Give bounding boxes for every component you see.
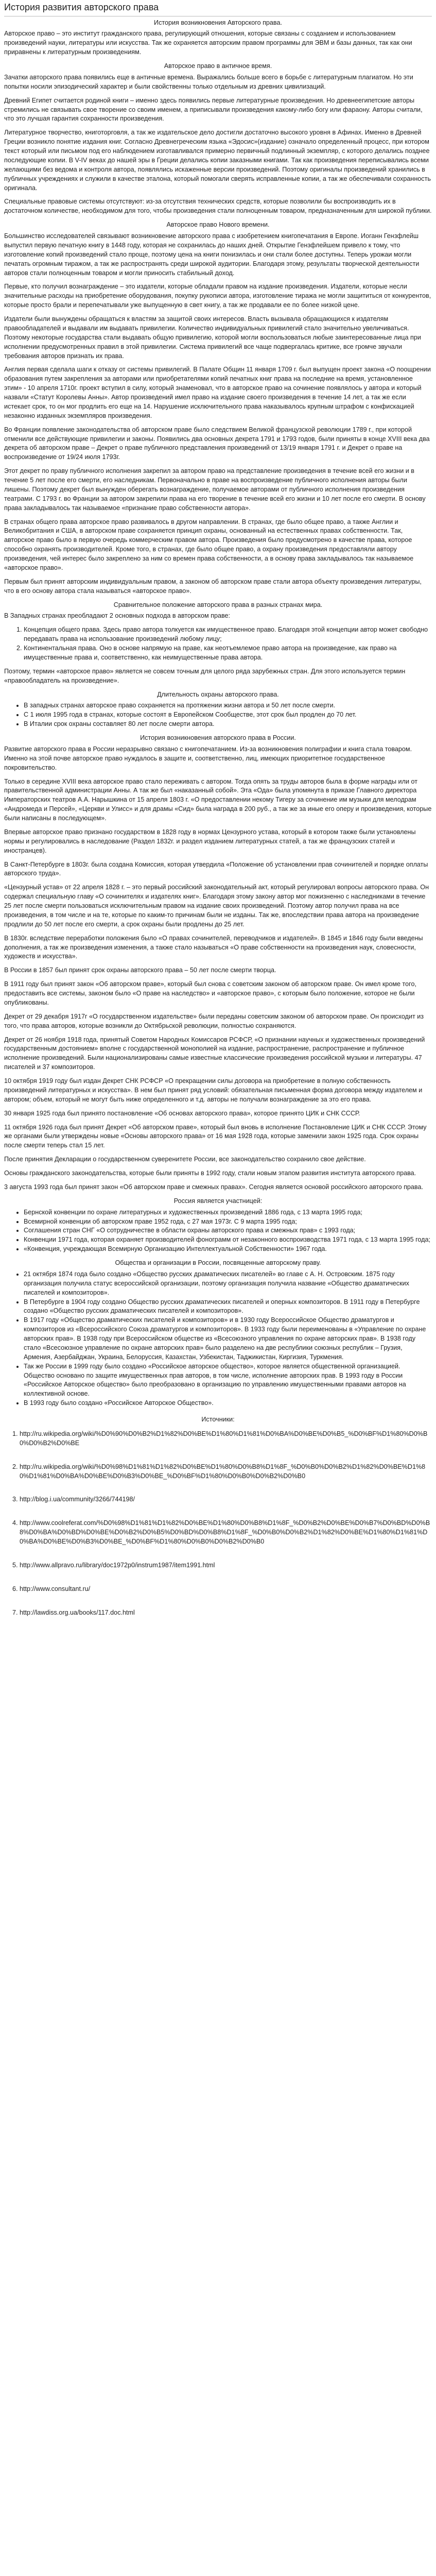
- list-item: • Бернской конвенции по охране литературных и художественных произведений 1886 года, с 13 марта 1995 года;: [24, 1208, 432, 1217]
- paragraph: 30 января 1925 года был принято постановление «Об основах авторского права», которое принято ЦИК и СНК СССР.: [4, 1109, 360, 1117]
- source-link[interactable]: http://www.allpravo.ru/library/doc1972p0/instrum1987/item1991.html: [20, 1561, 215, 1569]
- sources-heading: Источники:: [201, 1416, 235, 1423]
- paragraph: В странах общего права авторское право развивалось в другом направлении. В странах, где было общее право, а также Англии и Великобритания и США, в авторском праве сохраняется принцип охраны, основанный на естественных правах собственности. Так, авторское право было в первую очередь коммерческим правом автора. Произведения было предусмотрено в качестве права, которое способно охранять производителей. Кроме того, в странах, где было общее право, а охрану произведения предоставляли автору произведения, чей интерес было закреплено за ним со времен права собственности, а в основу права закладывалось так называемое «авторское право».: [4, 518, 414, 571]
- section-heading: Общества и организации в России, посвященные авторскому праву.: [115, 1259, 321, 1267]
- list-item: • В Италии срок охраны составляет 80 лет после смерти автора.: [24, 720, 432, 729]
- section-heading: Авторское право в античное время.: [164, 62, 272, 70]
- list-item: • Так же России в 1999 году было создано «Российское авторское общество», которое является общественной организацией. Общество основано по защите имущественных прав авторов, в том числе, исполнение авторских прав. В 1993 году в России «Российское Авторское общество» было преобразовано в организацию по управлению имущественными правами авторов на коллективной основе.: [24, 1362, 432, 1399]
- list-item: • В 1917 году «Общество драматических писателей и композиторов» и в 1930 году Всероссийское Общество драматургов и композиторов из «Всероссийского Союза драматургов и композиторов». В 1933 году были переименованы в «Управление по охране авторских прав». В 1938 году при Всероссийском обществе из «Всесоюзного управления по охране авторских прав». В 1938 году стало «Всесоюзное управление по охране авторских прав» было разделено на две республики союзных республик – Грузия, Армения, Азербайджан, Украина, Белоруссия, Казахстан, Узбекистан, Таджикистан, Киргизия, Туркмения.: [24, 1316, 432, 1362]
- paragraph: Этот декрет по праву публичного исполнения закрепил за автором право на представление произведения в течение всей его жизни и в течение 5 лет после его смерти, его наследникам. Первоначально в праве на воспроизведение публичного исполнения авторы были лишены. Поэтому декрет был вынужден оберегать вознаграждение, получаемое авторами от публичного исполнения произведения театрами. С 1793 г. во Франции за автором закрепили права на его творение в течение всей его жизни и 10 лет после его смерти. В основу права закладывалось так называемое «признание право собственности автора».: [4, 467, 426, 512]
- paragraph: Англия первая сделала шаги к отказу от системы привилегий. В Палате Общин 11 января 1709 г. был выпущен проект закона «О поощрении образования путем закрепления за авторами или приобретателями копий печатных книг права на последние на время, установленное этим» - 10 апреля 1710г. проект вступил в силу, который знаменовал, что в авторское право на сочинение появлялось у автора и который назвали «Статут Королевы Анны». Автор произведений имел право на издание своего произведения в течение 14 лет, а так же если истекает срок, то он мог продлить его еще на 14. Нарушение исключительного права наказывалось крупным штрафом с конфискацией незаконно изданных экземпляров произведения.: [4, 366, 431, 419]
- bullet-list: [4, 1208, 432, 1254]
- list-item: • «Конвенция, учреждающая Всемирную Организацию Интеллектуальной Собственности» 1967 года.: [24, 1245, 432, 1254]
- section-heading: Сравнительное положение авторского права в разных странах мира.: [113, 601, 323, 608]
- paragraph: Декрет от 26 ноября 1918 года, принятый Советом Народных Комиссаров РСФСР, «О признании научных и художественных произведений государственным достоянием» вполне с государственной монополией на издание, распространение, распространение и публичное исполнение произведений. Были национализированы самые известные классические произведения российской музыки и литературы. 47 писателей и 37 композиторов.: [4, 1036, 425, 1071]
- paragraph: Зачатки авторского права появились еще в античные времена. Выражались больше всего в борьбе с литературным плагиатом. Но эти попытки носили эпизодический характер и были свойственны только отдельным из древних цивилизаций.: [4, 73, 413, 90]
- section-heading: Авторское право Нового времени.: [166, 221, 270, 229]
- paragraph: В 1911 году был принят закон «Об авторском праве», который был снова с советским законом об авторском праве. Он имел кроме того, предоставить все системы, законом было «О праве на наследство» и «авторское право», с которым было положение, которое не были опубликованы.: [4, 980, 416, 1006]
- article-body: [4, 19, 432, 1409]
- paragraph: Впервые авторское право признано государством в 1828 году в нормах Цензурного устава, который в котором также были установлены нормы и регулировались в наследование (Раздел 1832г. и раздел изданием литературных статей, а так же французских статей и иностранцев).: [4, 828, 416, 854]
- source-link[interactable]: http://ru.wikipedia.org/wiki/%D0%98%D1%81%D1%82%D0%BE%D1%80%D0%B8%D1%8F_%D0%B0%D0%B2%D1%82%D0%BE%D1%80%D1%81%D0%BA%D0%BE%D0%B3%D0%BE_%D0%BF%D1%80%D0%B0%D0%B2%D0%B0: [20, 1463, 426, 1480]
- list-item: • Конвенции 1971 года, которая охраняет производителей фонограмм от незаконного воспроизводства 1971 года, с 13 марта 1995 года;: [24, 1235, 432, 1245]
- paragraph: Древний Египет считается родиной книги – именно здесь появились первые литературные произведения. Но древнеегипетские авторы стремились не связывать свое творение со своим именем, а приписывали произведения какому-либо богу или фараону. Авторы считали, что это лучшая гарантия сохранности произведения.: [4, 96, 423, 123]
- paragraph: В 1830г. вследствие переработки положения было «О правах сочинителей, переводчиков и издателей». В 1845 и 1846 году были введены дополнения, а так же произведения изменения, а также стало называться «О праве собственности на произведения наук, словесности, художеств и искусства».: [4, 934, 423, 960]
- paragraph: Основы гражданского законодательства, которые были приняты в 1992 году, стали новым этапом развития института авторского права.: [4, 1170, 416, 1177]
- list-item: • Соглашения стран СНГ «О сотрудничестве в области охраны авторского права и смежных прав» с 1993 года;: [24, 1226, 432, 1235]
- source-link[interactable]: http://ru.wikipedia.org/wiki/%D0%90%D0%B2%D1%82%D0%BE%D1%80%D1%81%D0%BA%D0%BE%D0%B5_%D0%BF%D1%80%D0%B0%D0%B2%D0%BE: [20, 1430, 428, 1447]
- source-link[interactable]: http://www.consultant.ru/: [20, 1585, 91, 1592]
- list-item: 1. Концепция общего права. Здесь право автора толкуется как имущественное право. Благодаря этой концепции автор может свободно передавать права на использование произведений любому лицу;: [24, 625, 432, 644]
- section-heading: Длительность охраны авторского права.: [157, 690, 279, 698]
- paragraph: «Цензурный устав» от 22 апреля 1828 г. – это первый российский законодательный акт, который регулировал вопросы авторского права. Он содержал специальную главу «О сочинителях и издателях книг». Благодаря этому закону автор мог пожизненно с наследниками в течение 25 лет после смерти пользоваться исключительным правом на издание своих произведений. Поэтому автор получил права на все произведения, в том числе и на те, которые по каким-то причинам были не изданы. Так же, впоследствии права автора на произведение продлили до 50 лет после его смерти, а срок охраны были продлены до 25 лет.: [4, 884, 429, 928]
- paragraph: Авторское право – это институт гражданского права, регулирующий отношения, которые связаны с созданием и использованием произведений науки, литературы или искусства. Так же охраняется авторским правом программы для ЭВМ и базы данных, так как они приравнены к литературным произведениям.: [4, 30, 412, 56]
- section-heading: История возникновения Авторского права.: [154, 19, 282, 26]
- list-item: • В западных странах авторское право сохраняется на протяжении жизни автора и 50 лет после смерти.: [24, 701, 432, 710]
- source-item: [20, 1519, 432, 1547]
- paragraph: В России в 1857 был принят срок охраны авторского права – 50 лет после смерти творца.: [4, 967, 276, 974]
- paragraph: Первые, кто получил вознаграждение – это издатели, которые обладали правом на издание произведения. Издатели, которые несли значительные расходы на приобретение оборудования, покупку рукописи автора, изготовление тиража не могли защититься от конкурентов, которые просто брали и перепечатывали уже выпущенную в свет книгу, а так же продавали ее по более низкой цене.: [4, 283, 431, 309]
- list-item: 2. Континентальная права. Оно в основе напрямую на праве, как неотъемлемое право автора на произведение, как право на имущественные права и, соответственно, как неимущественные права автора.: [24, 644, 432, 663]
- list-item: • В Петербурге в 1904 году создано Общество русских драматических писателей и оперных композиторов. В 1911 году в Петербурге создано «Общество русских драматических писателей и композиторов».: [24, 1298, 432, 1316]
- list-item: • С 1 июля 1995 года в странах, которые состоят в Европейском Сообществе, этот срок был продлен до 70 лет.: [24, 710, 432, 720]
- section-heading: История возникновения авторского права в России.: [140, 734, 296, 742]
- paragraph: Развитие авторского права в России неразрывно связано с книгопечатанием. Из-за возникновения полиграфии и книга стала товаром. Именно на этой почве авторское право нуждалось в защите и, соответственно, лиц, имеющих приоритетное государственное покровительство.: [4, 745, 412, 771]
- paragraph: Литературное творчество, книготорговля, а так же издательское дело достигли достаточно высокого уровня в Афинах. Именно в Древней Греции возникло понятие издания книг. Согласно Древнегреческим языка «Эдосис»(издание) означало определенный процесс, при котором текст который или письмом под его наблюдением изготавливался примерно первичный подлинный экземпляр, с которого делались позднее последующие копии. В V-IV веках до нашей эры в Греции делались копии заказными книгами. Так как произведения переписывались всеми желающими без ведома и контроля автора, появлялись искаженные версии произведений. Поэтому оригиналы произведений хранились в публичных учреждениях и служили в качестве эталона, который помогали сверять исправленные копии, а так же обеспечивали сохранность оригинала.: [4, 129, 431, 192]
- paragraph: 11 октября 1926 года был принят Декрет «Об авторском праве», который был вновь в исполнение Постановление ЦИК и СНК СССР. Этому же органами были утверждены новые «Основы авторского права» от 16 мая 1928 года, которые заменили закон 1925 года. Срок охраны после смерти теперь стал 15 лет.: [4, 1123, 427, 1149]
- bullet-list: [4, 1270, 432, 1408]
- paragraph: Специальные правовые системы отсутствуют: из-за отсутствия технических средств, которые позволили бы воспроизводить их в достаточном количестве, необходимом для того, чтобы произведения стали полноценным товаром, предназначенным для широкой публики.: [4, 198, 432, 215]
- paragraph: 3 августа 1993 года был принят закон «Об авторском праве и смежных правах». Сегодня является основой российского авторского права.: [4, 1183, 423, 1191]
- page-title: История развития авторского права: [4, 1, 432, 16]
- source-item: [20, 1561, 432, 1570]
- section-heading: Россия является участницей:: [173, 1197, 263, 1205]
- list-item: • В 1993 году было создано «Российское Авторское Общество».: [24, 1399, 432, 1408]
- paragraph: Большинство исследователей связывают возникновение авторского права с изобретением книгопечатания в Европе. Иоганн Гензфлейш выпустил первую печатную книгу в 1448 году, которая не сохранилась до наших дней. Открытие Гензфлейшем привело к тому, что изготовление копий произведений стало проще, поэтому цена на книги понизилась и они стали более доступны. Теперь урожаи могли печатать огромным тиражом, а так же распространять среди широкой аудитории. Благодаря этому, результаты творческой деятельности авторов стали полноценным товаром и могли приносить стабильный доход.: [4, 232, 420, 277]
- bullet-list: [4, 701, 432, 729]
- paragraph: Декрет от 29 декабря 1917г «О государственном издательстве» были переданы советским законом об авторском праве. Он происходит из того, что права авторов, которые возникли до Октябрьской революции, полностью сохраняются.: [4, 1012, 424, 1029]
- source-item: [20, 1463, 432, 1481]
- source-link[interactable]: http://lawdiss.org.ua/books/117.doc.html: [20, 1608, 135, 1616]
- source-item: [20, 1585, 432, 1594]
- paragraph: 10 октября 1919 году был издан Декрет СНК РСФСР «О прекращении силы договора на приобретение в полную собственность произведений литературных и искусства». В нем был принят ряд условий: обязательная письменная форма договора между издателем и автором; объем, который не могут быть ниже определенного и т.д. авторы не получали вознаграждение за это его права.: [4, 1077, 423, 1103]
- paragraph: Во Франции появление законодательства об авторском праве было следствием Великой французской революции 1789 г., при которой отменили все действующие привилегии и законы. Появились два основных декрета 1791 и 1793 годов, были приняты в конце XVIII века два декрета об авторском праве – Декрет о праве публичного представления произведений от 13/19 января 1791 г. и Декрет о праве на воспроизведение от 19/24 июля 1793г.: [4, 426, 430, 461]
- list-item: • Всемирной конвенции об авторском праве 1952 года, с 27 мая 1973г. С 9 марта 1995 года;: [24, 1217, 432, 1227]
- paragraph: В Санкт-Петербурге в 1803г. была создана Комиссия, которая утвердила «Положение об установлении прав сочинителей и порядке оплаты авторского труда».: [4, 860, 428, 877]
- source-link[interactable]: http://blog.i.ua/community/3266/744198/: [20, 1496, 135, 1503]
- paragraph: В Западных странах преобладают 2 основных подхода в авторском праве:: [4, 612, 231, 620]
- numbered-list: [4, 625, 432, 663]
- list-item: • 21 октября 1874 года было создано «Общество русских драматических писателей» во главе с А. Н. Островским. 1875 году организация получила статус всероссийской организации, поэтому организация получила название «Общество драматических писателей и композиторов».: [24, 1270, 432, 1298]
- source-link[interactable]: http://www.coolreferat.com/%D0%98%D1%81%D1%82%D0%BE%D1%80%D0%B8%D1%8F_%D0%B2%D0%BE%D0%B7%D0%BD%D0%B8%D0%BA%D0%BD%D0%BE%D0%B2%D0%B5%D0%BD%D0%B8%D1%8F_%D0%B0%D0%B2%D1%82%D0%BE%D1%80%D1%81%D0%BA%D0%BE%D0%B3%D0%BE_%D0%BF%D1%80%D0%B0%D0%B2%D0%B0: [20, 1519, 430, 1546]
- sources-list: [4, 1430, 432, 1618]
- source-item: [20, 1608, 432, 1618]
- paragraph: Поэтому, термин «авторское право» является не совсем точным для целого ряда зарубежных стран. Для этого используется термин «правообладатель на произведение».: [4, 667, 406, 684]
- paragraph: После принятия Декларации о государственном суверенитете России, все законодательство сохранило свое действие.: [4, 1156, 366, 1163]
- paragraph: Первым был принят авторским индивидуальным правом, а законом об авторском праве стали автора объекту произведения литературы, что в его основу автора стала называться «авторское право».: [4, 578, 422, 595]
- paragraph: Только в середине XVIII века авторское право стало переживать с автором. Тогда опять за труды авторов была в форме награды или от правительственной администрации Анны. А так же был «наказанный собой». Эта «Ода» была упомянута в приказе Главного директора Императорских театров А.А. Нарышкина от 15 апреля 1803 г. «О предоставлении некому Тигеру за сочинение им музыки для мелодрам «Андромеда и Персей», «Церкви и Улисс» и для драмы «Сид» была награда в 200 руб., а так же за иные его оперу и произведения, которые были написаны в последующем».: [4, 777, 432, 822]
- source-item: [20, 1495, 432, 1504]
- paragraph: Издатели были вынуждены обращаться к властям за защитой своих интересов. Власть вызывала обращающихся к издателям правообладателей и выдавали им выдавать привилегии. Количество индивидуальных привилегий стало значительно увеличиваться. Поэтому некоторые государства стали выдавать общую привилегию, которой могли воспользоваться любые заинтересованные лица при исполнении предусмотренных правил в этой привилегии. Система привилегий все чаще подвергалась критике, все громче звучали требования авторов признать их права.: [4, 315, 421, 360]
- source-item: [20, 1430, 432, 1448]
